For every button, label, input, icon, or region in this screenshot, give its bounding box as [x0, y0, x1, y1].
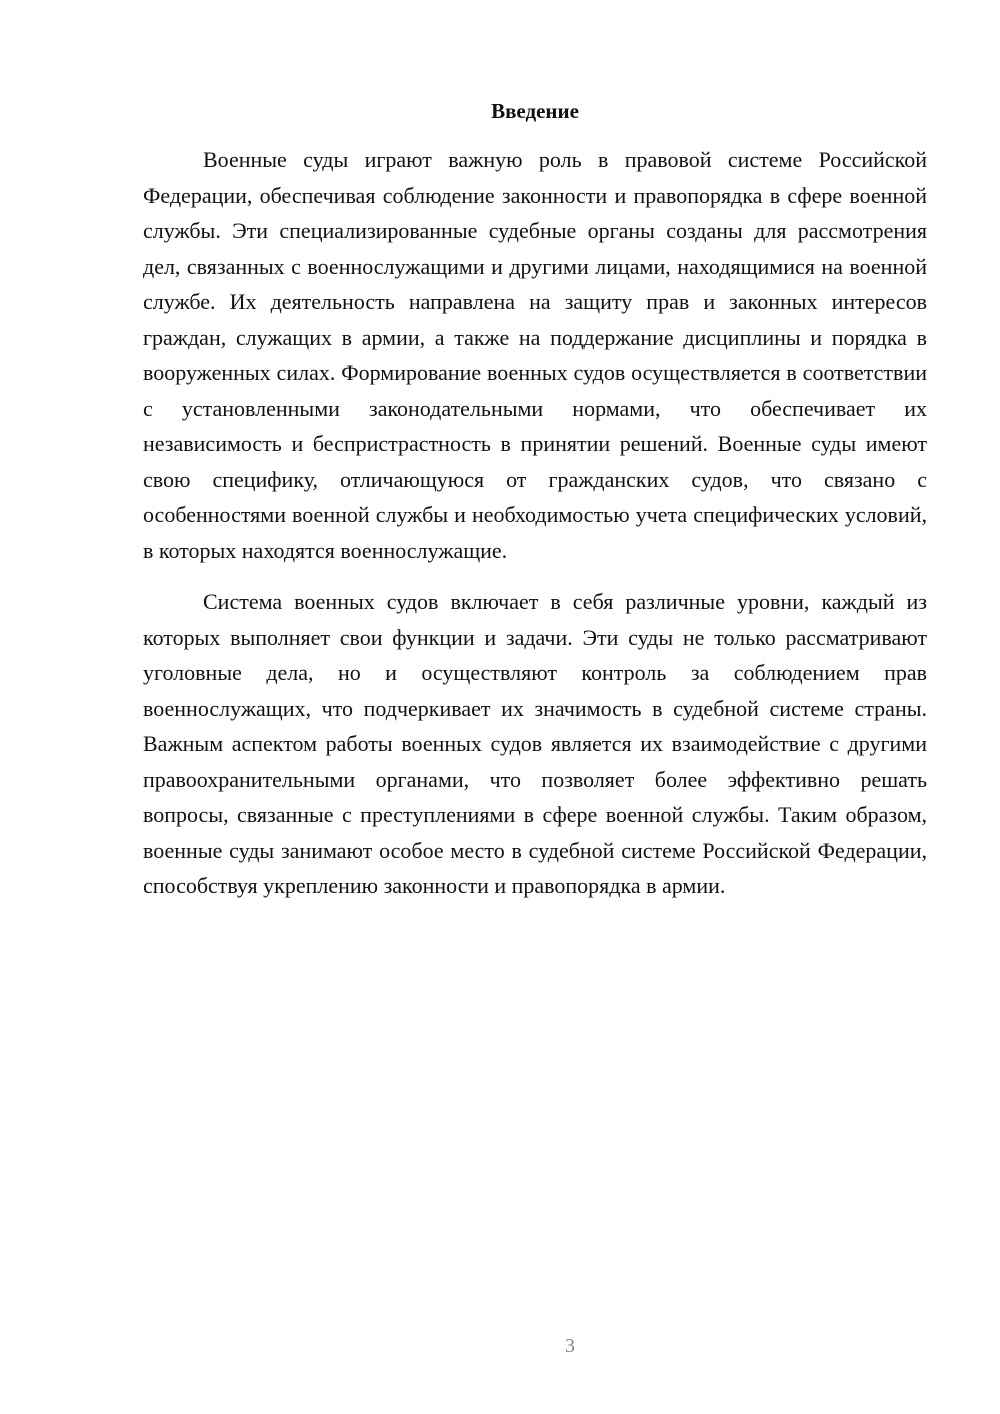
- section-heading: Введение: [491, 99, 579, 123]
- body-text: [143, 142, 927, 904]
- page-number: 3: [565, 1335, 575, 1357]
- paragraph-1: Военные суды играют важную роль в правовой системе Российской Федерации, обеспечивая соблюдение законности и правопорядка в сфере военной службы. Эти специализированные судебные органы созданы для рассмотрения дел, связанных с военнослужащими и другими лицами, находящимися на военной службе. Их деятельность направлена на защиту прав и законных интересов граждан, служащих в армии, а также на поддержание дисциплины и порядка в вооруженных силах. Формирование военных судов осуществляется в соответствии с установленными законодательными нормами, что обеспечивает их независимость и беспристрастность в принятии решений. Военные суды имеют свою специфику, отличающуюся от гражданских судов, что связано с особенностями военной службы и необходимостью учета специфических условий, в которых находятся военнослужащие.: [143, 147, 927, 563]
- paragraph-2: Система военных судов включает в себя различные уровни, каждый из которых выполняет свои функции и задачи. Эти суды не только рассматривают уголовные дела, но и осуществляют контроль за соблюдением прав военнослужащих, что подчеркивает их значимость в судебной системе страны. Важным аспектом работы военных судов является их взаимодействие с другими правоохранительными органами, что позволяет более эффективно решать вопросы, связанные с преступлениями в сфере военной службы. Таким образом, военные суды занимают особое место в судебной системе Российской Федерации, способствуя укреплению законности и правопорядка в армии.: [143, 589, 927, 898]
